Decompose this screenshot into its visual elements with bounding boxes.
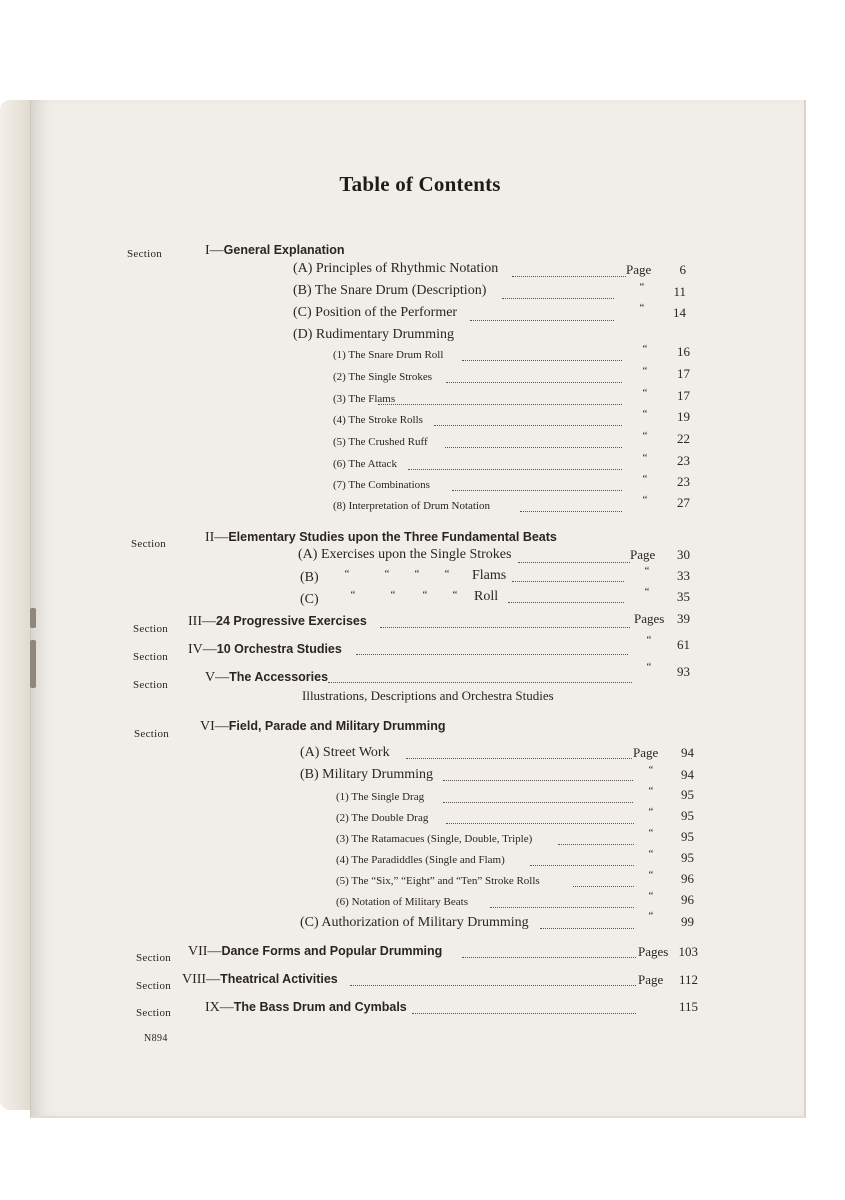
page-number: 33 xyxy=(677,568,690,583)
section-title-9: IX—The Bass Drum and Cymbals xyxy=(205,1000,407,1015)
leader-dots xyxy=(378,403,622,405)
toc-subentry: (5) The Crushed Ruff xyxy=(333,436,428,448)
page-word: Page xyxy=(626,262,652,277)
toc-entry: (C) Authorization of Military Drumming xyxy=(300,915,529,930)
toc-subentry: (8) Interpretation of Drum Notation xyxy=(333,500,491,512)
catalog-code: N894 xyxy=(144,1033,168,1044)
section-label: Section xyxy=(136,980,172,992)
ditto-mark: “ xyxy=(390,589,396,601)
page-number: 22 xyxy=(677,431,690,446)
ditto-mark: “ xyxy=(642,387,648,399)
leader-dots xyxy=(462,359,622,361)
leader-dots xyxy=(328,681,632,683)
page-number: 61 xyxy=(677,637,690,652)
page-title: Table of Contents xyxy=(339,172,501,196)
page-word: Page xyxy=(630,547,656,562)
page-number: 112 xyxy=(678,972,698,987)
page-number: 35 xyxy=(677,589,690,604)
page-number: 6 xyxy=(679,262,686,277)
leader-dots xyxy=(512,275,626,277)
section-number: IV xyxy=(188,642,203,657)
section-title-6: VI—Field, Parade and Military Drumming xyxy=(200,719,446,734)
ditto-mark: “ xyxy=(414,568,420,580)
section-note: Illustrations, Descriptions and Orchestra Studies xyxy=(302,688,554,703)
pages-word: Pages xyxy=(634,611,665,626)
ditto-mark: “ xyxy=(644,586,650,598)
leader-dots xyxy=(380,626,630,628)
section-title-1: I—General Explanation xyxy=(205,243,345,258)
toc-entry: (A) Exercises upon the Single Strokes xyxy=(298,547,512,562)
section-label: Section xyxy=(136,1007,172,1019)
page-number: 95 xyxy=(681,850,694,865)
page-number: 99 xyxy=(681,914,694,929)
toc-subentry: (1) The Snare Drum Roll xyxy=(333,349,444,361)
ditto-mark: “ xyxy=(639,302,645,314)
binding-stitch xyxy=(30,640,36,688)
toc-entry: (B) The Snare Drum (Description) xyxy=(293,283,487,298)
ditto-mark: “ xyxy=(642,408,648,420)
section-number: III xyxy=(188,614,202,629)
leader-dots xyxy=(540,927,634,929)
leader-dots xyxy=(452,489,622,491)
ditto-mark: “ xyxy=(639,281,645,293)
toc-subentry: (1) The Single Drag xyxy=(336,791,425,803)
ditto-mark: “ xyxy=(648,910,654,922)
section-number: I xyxy=(205,243,210,258)
ditto-mark: “ xyxy=(646,634,652,646)
section-heading: The Accessories xyxy=(229,670,329,684)
leader-dots xyxy=(443,779,633,781)
toc-entry: Flams xyxy=(472,568,507,583)
leader-dots xyxy=(470,319,614,321)
section-title-5: V—The Accessories xyxy=(205,670,329,685)
section-title-8: VIII—Theatrical Activities xyxy=(182,972,338,987)
leader-dots xyxy=(434,424,622,426)
leader-dots xyxy=(445,446,622,448)
toc-subentry: (2) The Double Drag xyxy=(336,812,429,824)
page-number: 95 xyxy=(681,787,694,802)
section-heading: 10 Orchestra Studies xyxy=(216,642,342,656)
page-number: 103 xyxy=(678,944,698,959)
section-number: VIII xyxy=(182,972,207,987)
page-word: Page xyxy=(633,745,659,760)
toc-entry: Roll xyxy=(474,589,499,604)
leader-dots xyxy=(490,906,634,908)
section-label: Section xyxy=(133,623,169,635)
ditto-mark: “ xyxy=(648,869,654,881)
ditto-mark: “ xyxy=(644,565,650,577)
toc-subentry: (4) The Paradiddles (Single and Flam) xyxy=(336,854,505,866)
section-number: VI xyxy=(200,719,215,734)
toc-subentry: (6) The Attack xyxy=(333,458,397,470)
page-number: 14 xyxy=(673,305,686,320)
toc-subentry: (4) The Stroke Rolls xyxy=(333,414,423,426)
ditto-mark: “ xyxy=(444,568,450,580)
leader-dots xyxy=(573,885,634,887)
ditto-mark: “ xyxy=(642,365,648,377)
section-title-3: III—24 Progressive Exercises xyxy=(188,614,367,629)
section-heading: Dance Forms and Popular Drumming xyxy=(221,944,443,958)
section-number: IX xyxy=(205,1000,220,1015)
page-number: 96 xyxy=(681,871,694,886)
pages-word: Pages xyxy=(638,944,669,959)
page-word: Page xyxy=(638,972,664,987)
section-number: II xyxy=(205,530,215,545)
section-title-2: II—Elementary Studies upon the Three Fundamental Beats xyxy=(205,530,557,545)
page-number: 19 xyxy=(677,409,690,424)
page-number: 11 xyxy=(673,284,686,299)
toc-subentry: (6) Notation of Military Beats xyxy=(336,896,468,908)
leader-dots xyxy=(406,757,632,759)
toc-entry: (B) Military Drumming xyxy=(300,767,433,782)
ditto-mark: “ xyxy=(648,785,654,797)
leader-dots xyxy=(502,297,614,299)
leader-dots xyxy=(508,601,624,603)
section-label: Section xyxy=(134,728,170,740)
ditto-mark: “ xyxy=(422,589,428,601)
leader-dots xyxy=(520,510,622,512)
section-heading: Field, Parade and Military Drumming xyxy=(228,719,446,733)
leader-dots xyxy=(446,381,622,383)
section-title-4: IV—10 Orchestra Studies xyxy=(188,642,342,657)
ditto-mark: “ xyxy=(642,430,648,442)
ditto-mark: “ xyxy=(642,343,648,355)
ditto-mark: “ xyxy=(642,473,648,485)
section-heading: 24 Progressive Exercises xyxy=(216,614,367,628)
page-number: 96 xyxy=(681,892,694,907)
section-number: V xyxy=(205,670,216,685)
leader-dots xyxy=(530,864,634,866)
toc-subentry: (7) The Combinations xyxy=(333,479,430,491)
section-heading: Theatrical Activities xyxy=(220,972,338,986)
leader-dots xyxy=(446,822,634,824)
page-number: 93 xyxy=(677,664,690,679)
page-number: 94 xyxy=(681,767,694,782)
page-number: 39 xyxy=(677,611,690,626)
leader-dots xyxy=(558,843,634,845)
section-label: Section xyxy=(133,651,169,663)
leader-dots xyxy=(518,561,630,563)
section-heading: General Explanation xyxy=(223,243,345,257)
page-number: 17 xyxy=(677,366,690,381)
section-title-7: VII—Dance Forms and Popular Drumming xyxy=(188,944,443,959)
page-number: 95 xyxy=(681,829,694,844)
page-number: 17 xyxy=(677,388,690,403)
leader-dots xyxy=(412,1012,636,1014)
toc-subentry: (3) The Flams xyxy=(333,393,396,405)
section-heading: The Bass Drum and Cymbals xyxy=(233,1000,407,1014)
section-label: Section xyxy=(131,538,167,550)
page-number: 23 xyxy=(677,474,690,489)
section-number: VII xyxy=(188,944,208,959)
page-number: 16 xyxy=(677,344,690,359)
toc-entry-letter: (B) xyxy=(300,570,319,585)
toc-subentry: (2) The Single Strokes xyxy=(333,371,433,383)
page-number: 30 xyxy=(677,547,690,562)
toc-entry: (D) Rudimentary Drumming xyxy=(293,327,454,342)
ditto-mark: “ xyxy=(384,568,390,580)
toc-subentry: (3) The Ratamacues (Single, Double, Triple) xyxy=(336,833,533,845)
leader-dots xyxy=(350,984,636,986)
leader-dots xyxy=(408,468,622,470)
toc-subentry: (5) The “Six,” “Eight” and “Ten” Stroke Rolls xyxy=(336,875,540,887)
page-number: 95 xyxy=(681,808,694,823)
ditto-mark: “ xyxy=(344,568,350,580)
toc-entry: (A) Street Work xyxy=(300,745,390,760)
ditto-mark: “ xyxy=(642,452,648,464)
section-label: Section xyxy=(136,952,172,964)
ditto-mark: “ xyxy=(648,848,654,860)
leader-dots xyxy=(443,801,633,803)
toc-entry: (A) Principles of Rhythmic Notation xyxy=(293,261,499,276)
ditto-mark: “ xyxy=(452,589,458,601)
ditto-mark: “ xyxy=(350,589,356,601)
leader-dots xyxy=(462,956,636,958)
ditto-mark: “ xyxy=(648,764,654,776)
page-number: 115 xyxy=(678,999,698,1014)
section-heading: Elementary Studies upon the Three Fundamental Beats xyxy=(228,530,557,544)
ditto-mark: “ xyxy=(646,661,652,673)
page-number: 94 xyxy=(681,745,694,760)
toc-entry: (C) Position of the Performer xyxy=(293,305,458,320)
section-label: Section xyxy=(133,679,169,691)
leader-dots xyxy=(512,580,624,582)
ditto-mark: “ xyxy=(648,806,654,818)
leader-dots xyxy=(356,653,628,655)
binding-stitch xyxy=(30,608,36,628)
section-row-1 xyxy=(127,246,162,262)
section-label: Section xyxy=(127,248,163,260)
toc-entry-letter: (C) xyxy=(300,592,319,607)
page-number: 27 xyxy=(677,495,690,510)
ditto-mark: “ xyxy=(642,494,648,506)
ditto-mark: “ xyxy=(648,890,654,902)
page-number: 23 xyxy=(677,453,690,468)
ditto-mark: “ xyxy=(648,827,654,839)
